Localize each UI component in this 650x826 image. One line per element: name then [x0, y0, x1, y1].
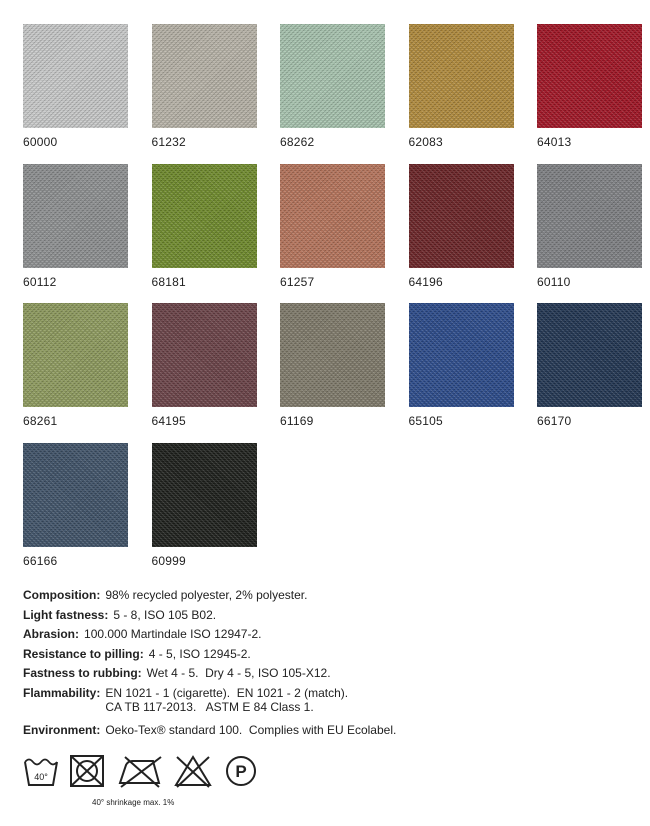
spec-pilling [23, 647, 633, 667]
spec-environment [23, 723, 633, 743]
spec-value: 100.000 Martindale ISO 12947-2. [84, 627, 262, 641]
swatch-code: 61169 [280, 414, 314, 428]
spec-value [105, 686, 348, 714]
swatch-code: 65105 [408, 414, 443, 428]
spec-label: Resistance to pilling: [23, 646, 144, 661]
swatch [537, 164, 642, 289]
swatch [409, 24, 514, 149]
swatch-code: 68261 [23, 414, 58, 428]
no-bleach-icon [173, 754, 213, 788]
swatch-tile [280, 164, 385, 268]
no-tumble-dry-icon [69, 754, 105, 788]
swatch [152, 443, 257, 568]
spec-value: 5 - 8, ISO 105 B02. [113, 607, 217, 622]
swatch [23, 24, 128, 149]
swatch-code: 61232 [151, 135, 186, 149]
spec-label: Composition: [23, 588, 101, 602]
swatch [152, 24, 257, 149]
spec-rubbing [23, 666, 633, 686]
swatch-tile [537, 164, 642, 268]
swatch-tile [409, 24, 514, 128]
swatch-code: 66166 [23, 553, 58, 568]
shrinkage-note: 40° shrinkage max. 1% [92, 798, 175, 807]
swatch-tile [23, 164, 128, 268]
swatch [537, 303, 642, 428]
swatch-tile [23, 443, 128, 547]
spec-value: Wet 4 - 5. Dry 4 - 5, ISO 105-X12. [146, 666, 331, 680]
swatch-tile [23, 24, 128, 128]
swatch-code: 68262 [280, 135, 315, 149]
swatch [409, 303, 514, 428]
swatch-code: 60110 [537, 274, 571, 289]
swatch-code: 68181 [151, 274, 186, 289]
spec-label: Flammability: [23, 685, 101, 700]
swatch [23, 443, 128, 568]
swatch [152, 164, 257, 289]
swatch-tile [152, 164, 257, 268]
swatch-code: 61257 [280, 274, 315, 289]
spec-label: Environment: [23, 722, 101, 737]
spec-label: Abrasion: [23, 627, 80, 641]
spec-flammability [23, 686, 633, 723]
swatch-code: 66170 [537, 414, 572, 428]
swatch-code: 64196 [408, 274, 443, 289]
spec-value-line2: CA TB 117-2013. ASTM E 84 Class 1. [105, 699, 314, 714]
swatch-tile [152, 303, 257, 407]
swatch-code: 60999 [151, 553, 186, 568]
specifications [23, 588, 633, 742]
swatch [409, 164, 514, 289]
swatch [280, 164, 385, 289]
wash-40-icon [23, 754, 59, 788]
no-iron-icon [117, 754, 165, 788]
swatch [152, 303, 257, 428]
spec-value: 4 - 5, ISO 12945-2. [148, 646, 251, 661]
swatch-code: 64013 [537, 135, 572, 149]
spec-value-line1: EN 1021 - 1 (cigarette). EN 1021 - 2 (match). [105, 685, 349, 700]
swatch [23, 303, 128, 428]
spec-value: Oeko-Tex® standard 100. Complies with EU Ecolabel. [105, 722, 397, 737]
spec-value: 98% recycled polyester, 2% polyester. [105, 588, 308, 602]
swatch-tile [152, 443, 257, 547]
swatch [537, 24, 642, 149]
swatch-tile [23, 303, 128, 407]
swatch-tile [280, 303, 385, 407]
spec-abrasion [23, 627, 633, 647]
swatch-code: 60000 [23, 135, 58, 149]
swatch-tile [152, 24, 257, 128]
swatch-tile [537, 303, 642, 407]
spec-light-fastness [23, 608, 633, 628]
dry-clean-letter: P [235, 762, 247, 781]
wash-temp: 40° [34, 772, 48, 782]
swatch-tile [409, 303, 514, 407]
swatch-tile [280, 24, 385, 128]
swatch [280, 24, 385, 149]
spec-composition [23, 588, 633, 608]
swatch-code: 62083 [408, 135, 443, 149]
swatch [280, 303, 385, 428]
swatch-code: 64195 [151, 414, 186, 428]
spec-label: Light fastness: [23, 607, 109, 622]
swatch [23, 164, 128, 289]
spec-label: Fastness to rubbing: [23, 666, 142, 680]
dry-clean-p-icon [223, 754, 259, 788]
swatch-tile [537, 24, 642, 128]
swatch-tile [409, 164, 514, 268]
swatch-code: 60112 [23, 274, 57, 289]
